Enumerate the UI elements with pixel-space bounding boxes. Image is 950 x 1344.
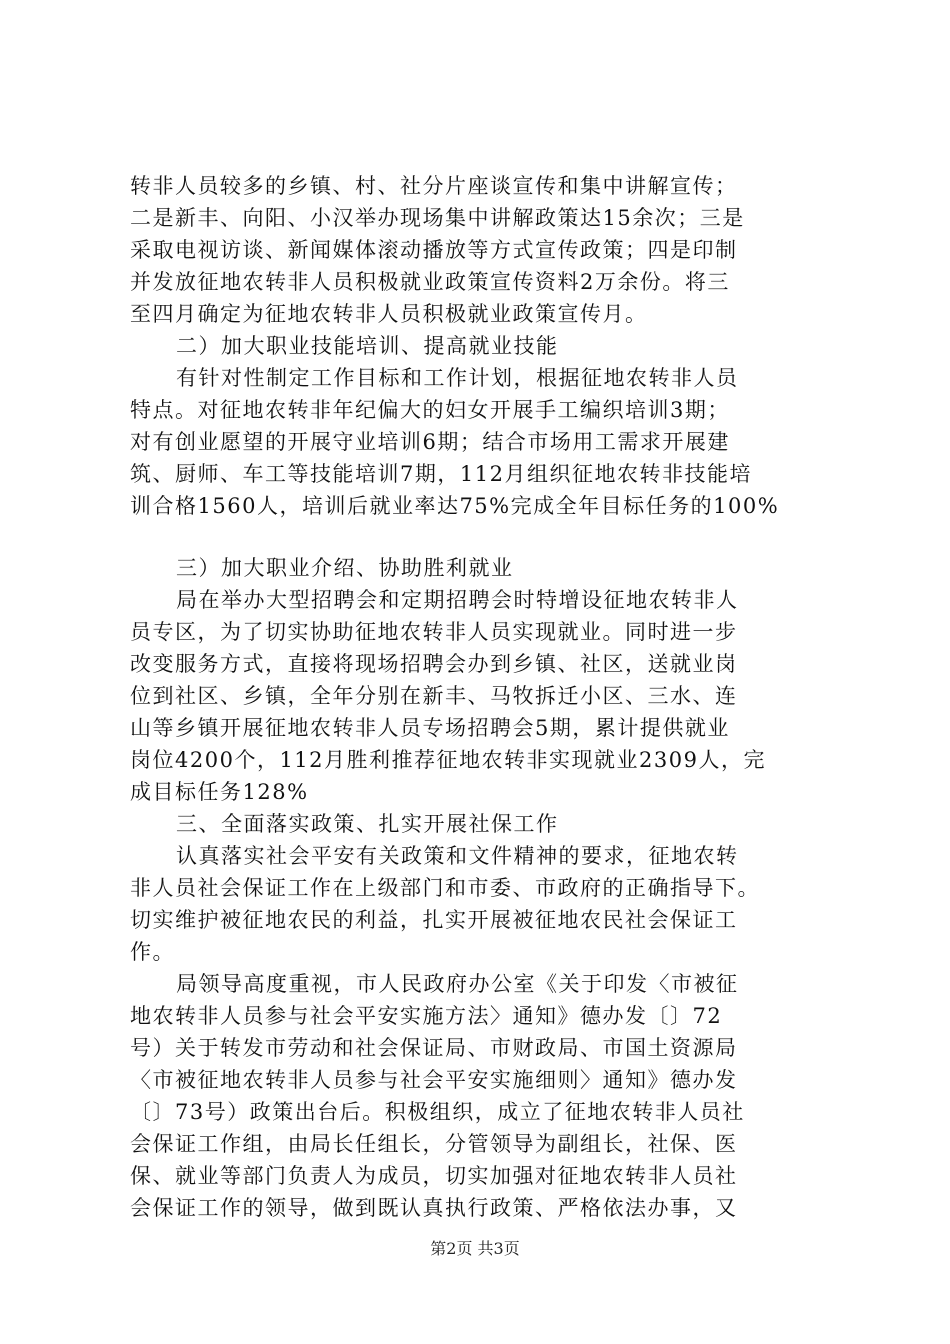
- body-text-line: 非人员社会保证工作在上级部门和市委、市政府的正确指导下。: [130, 876, 760, 900]
- body-text-line: 保、就业等部门负责人为成员，切实加强对征地农转非人员社: [130, 1164, 738, 1188]
- body-text-line: 有针对性制定工作目标和工作计划，根据征地农转非人员: [176, 366, 739, 390]
- body-text-line: 号）关于转发市劳动和社会保证局、市财政局、市国土资源局: [130, 1036, 738, 1060]
- body-text-line: 员专区，为了切实协助征地农转非人员实现就业。同时进一步: [130, 620, 738, 644]
- body-text-line: 局在举办大型招聘会和定期招聘会时特增设征地农转非人: [176, 588, 739, 612]
- body-text-line: 筑、厨师、车工等技能培训7期，112月组织征地农转非技能培: [130, 462, 752, 486]
- body-text-line: 训合格1560人，培训后就业率达75%完成全年目标任务的100%: [130, 494, 780, 518]
- body-text-line: 会保证工作的领导，做到既认真执行政策、严格依法办事，又: [130, 1196, 738, 1220]
- body-text-line: 作。: [130, 940, 175, 964]
- section-heading: 三）加大职业介绍、协助胜利就业: [176, 556, 514, 580]
- body-text-line: 成目标任务128%: [130, 780, 309, 804]
- body-text-line: 局领导高度重视，市人民政府办公室《关于印发〈市被征: [176, 972, 739, 996]
- body-text-line: 山等乡镇开展征地农转非人员专场招聘会5期，累计提供就业: [130, 716, 730, 740]
- body-text-line: 二是新丰、向阳、小汉举办现场集中讲解政策达15余次；三是: [130, 206, 745, 230]
- body-text-line: 〔〕73号）政策出台后。积极组织，成立了征地农转非人员社: [130, 1100, 745, 1124]
- section-heading: 三、全面落实政策、扎实开展社保工作: [176, 812, 559, 836]
- body-text-line: 并发放征地农转非人员积极就业政策宣传资料2万余份。将三: [130, 270, 730, 294]
- page-number-footer: 第2页 共3页: [430, 1239, 520, 1258]
- body-text-line: 采取电视访谈、新闻媒体滚动播放等方式宣传政策；四是印制: [130, 238, 738, 262]
- body-text-line: 改变服务方式，直接将现场招聘会办到乡镇、社区，送就业岗: [130, 652, 738, 676]
- body-text-line: 地农转非人员参与社会平安实施方法〉通知》德办发〔〕72: [130, 1004, 723, 1028]
- body-text-line: 〈市被征地农转非人员参与社会平安实施细则〉通知》德办发: [130, 1068, 738, 1092]
- body-text-line: 切实维护被征地农民的利益，扎实开展被征地农民社会保证工: [130, 908, 738, 932]
- body-text-line: 至四月确定为征地农转非人员积极就业政策宣传月。: [130, 302, 648, 326]
- body-text-line: 特点。对征地农转非年纪偏大的妇女开展手工编织培训3期；: [130, 398, 730, 422]
- body-text-line: 认真落实社会平安有关政策和文件精神的要求，征地农转: [176, 844, 739, 868]
- body-text-line: 对有创业愿望的开展守业培训6期；结合市场用工需求开展建: [130, 430, 730, 454]
- section-heading: 二）加大职业技能培训、提高就业技能: [176, 334, 559, 358]
- body-text-line: 位到社区、乡镇，全年分别在新丰、马牧拆迁小区、三水、连: [130, 684, 738, 708]
- body-text-line: 转非人员较多的乡镇、村、社分片座谈宣传和集中讲解宣传；: [130, 174, 738, 198]
- body-text-line: 会保证工作组，由局长任组长，分管领导为副组长，社保、医: [130, 1132, 738, 1156]
- body-text-line: 岗位4200个，112月胜利推荐征地农转非实现就业2309人，完: [130, 748, 766, 772]
